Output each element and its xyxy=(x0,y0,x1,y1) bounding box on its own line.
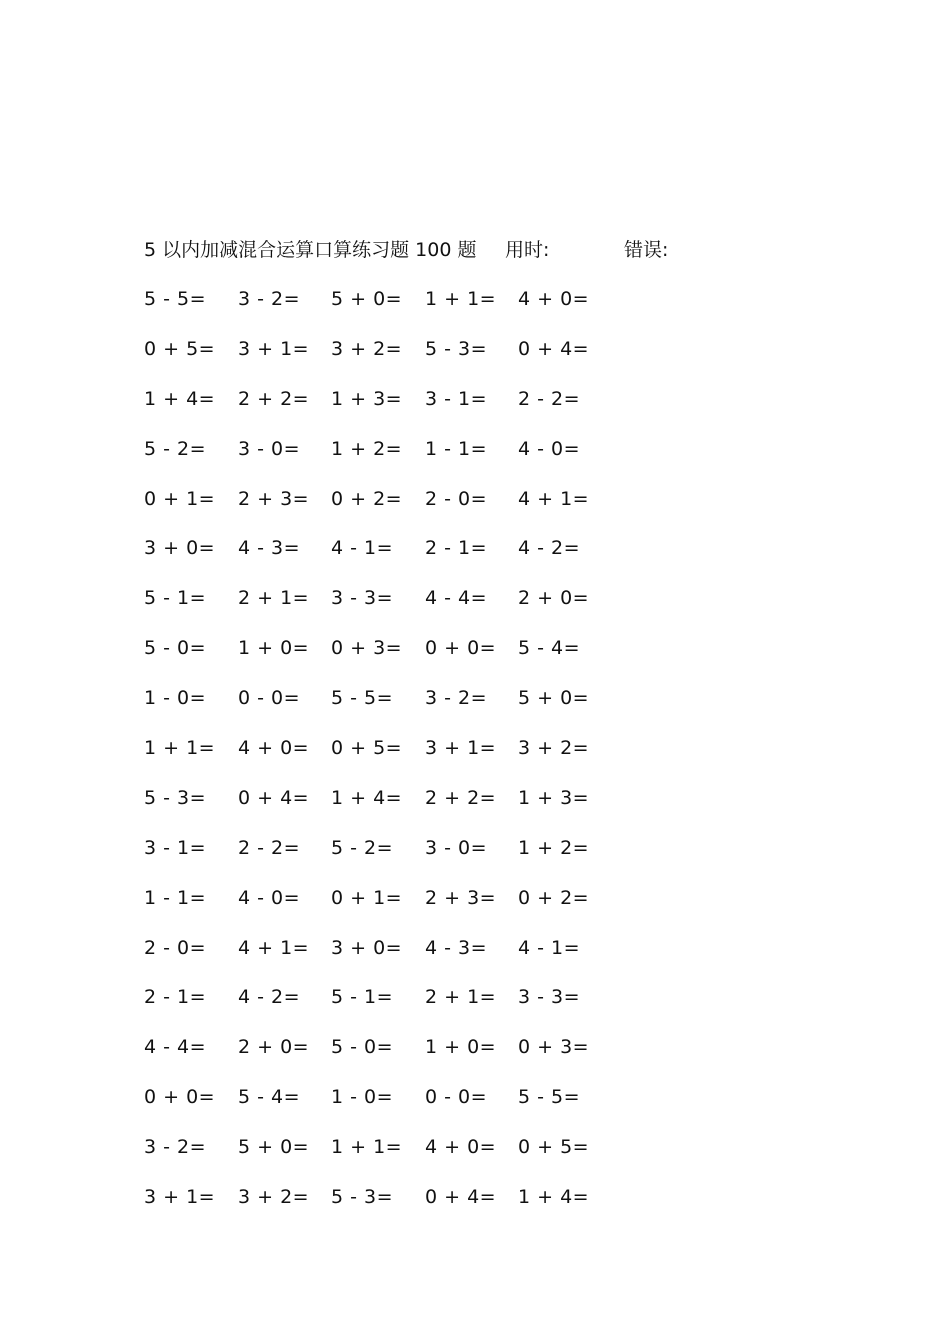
worksheet-title: 5 以内加减混合运算口算练习题 100 题 xyxy=(144,239,477,261)
math-problem: 0 + 1= xyxy=(144,487,216,510)
math-problem: 4 - 2= xyxy=(238,986,301,1009)
math-problem: 0 + 2= xyxy=(518,886,590,909)
math-problem: 4 - 2= xyxy=(518,537,581,560)
math-problem: 0 + 5= xyxy=(144,337,216,360)
math-problem: 4 - 4= xyxy=(425,587,488,610)
math-problem: 1 + 2= xyxy=(518,836,590,859)
math-problem: 4 - 3= xyxy=(425,936,488,959)
math-problem: 3 + 2= xyxy=(331,337,403,360)
math-problem: 0 - 0= xyxy=(238,687,301,710)
math-problem: 0 + 1= xyxy=(331,886,403,909)
math-problem: 0 + 4= xyxy=(518,337,590,360)
math-problem: 3 - 0= xyxy=(425,836,488,859)
time-used-label: 用时: xyxy=(505,239,550,261)
problem-row xyxy=(144,634,664,684)
problem-row xyxy=(144,734,664,784)
math-problem: 0 + 4= xyxy=(425,1186,497,1209)
math-problem: 4 - 1= xyxy=(518,936,581,959)
math-problem: 5 + 0= xyxy=(238,1136,310,1159)
problem-row xyxy=(144,983,664,1033)
math-problem: 0 + 4= xyxy=(238,786,310,809)
math-problem: 5 - 2= xyxy=(144,437,207,460)
math-problem: 0 + 0= xyxy=(425,637,497,660)
problem-grid xyxy=(144,285,664,1233)
problem-row xyxy=(144,534,664,584)
math-problem: 3 + 0= xyxy=(331,936,403,959)
math-problem: 1 + 1= xyxy=(331,1136,403,1159)
math-problem: 1 - 0= xyxy=(331,1086,394,1109)
math-problem: 4 + 1= xyxy=(518,487,590,510)
problem-row xyxy=(144,385,664,435)
math-problem: 4 + 0= xyxy=(425,1136,497,1159)
math-problem: 2 + 1= xyxy=(425,986,497,1009)
math-problem: 1 + 0= xyxy=(425,1036,497,1059)
math-problem: 1 + 4= xyxy=(518,1186,590,1209)
math-problem: 3 - 2= xyxy=(425,687,488,710)
math-problem: 3 + 1= xyxy=(425,737,497,760)
math-problem: 3 - 3= xyxy=(331,587,394,610)
problem-row xyxy=(144,684,664,734)
errors-label: 错误: xyxy=(624,239,669,261)
math-problem: 3 + 2= xyxy=(238,1186,310,1209)
math-problem: 1 + 0= xyxy=(238,637,310,660)
math-problem: 2 - 1= xyxy=(425,537,488,560)
worksheet-header xyxy=(144,236,844,264)
math-problem: 4 + 1= xyxy=(238,936,310,959)
math-problem: 5 - 4= xyxy=(518,637,581,660)
math-problem: 0 + 5= xyxy=(331,737,403,760)
math-problem: 5 - 5= xyxy=(331,687,394,710)
math-problem: 5 - 2= xyxy=(331,836,394,859)
math-problem: 0 + 3= xyxy=(331,637,403,660)
math-problem: 5 + 0= xyxy=(518,687,590,710)
math-problem: 5 - 3= xyxy=(144,786,207,809)
problem-row xyxy=(144,784,664,834)
math-problem: 2 - 2= xyxy=(238,836,301,859)
math-problem: 2 + 3= xyxy=(238,487,310,510)
math-problem: 1 - 1= xyxy=(144,886,207,909)
problem-row xyxy=(144,1033,664,1083)
math-problem: 0 + 5= xyxy=(518,1136,590,1159)
math-problem: 3 - 0= xyxy=(238,437,301,460)
math-problem: 2 - 0= xyxy=(425,487,488,510)
math-problem: 4 - 0= xyxy=(518,437,581,460)
math-problem: 4 - 1= xyxy=(331,537,394,560)
math-problem: 3 + 1= xyxy=(144,1186,216,1209)
problem-row xyxy=(144,435,664,485)
math-problem: 0 + 3= xyxy=(518,1036,590,1059)
math-problem: 3 + 0= xyxy=(144,537,216,560)
math-problem: 5 + 0= xyxy=(331,288,403,310)
problem-row xyxy=(144,834,664,884)
math-problem: 3 - 2= xyxy=(238,288,301,310)
math-problem: 4 - 0= xyxy=(238,886,301,909)
math-problem: 4 + 0= xyxy=(238,737,310,760)
math-problem: 5 - 0= xyxy=(144,637,207,660)
problem-row xyxy=(144,1183,664,1233)
math-problem: 3 + 2= xyxy=(518,737,590,760)
math-problem: 1 - 0= xyxy=(144,687,207,710)
math-problem: 5 - 0= xyxy=(331,1036,394,1059)
math-problem: 5 - 5= xyxy=(144,288,207,310)
problem-row xyxy=(144,1133,664,1183)
math-problem: 1 + 4= xyxy=(331,786,403,809)
math-problem: 5 - 5= xyxy=(518,1086,581,1109)
math-problem: 1 + 3= xyxy=(518,786,590,809)
math-problem: 5 - 4= xyxy=(238,1086,301,1109)
problem-row xyxy=(144,884,664,934)
math-problem: 5 - 1= xyxy=(144,587,207,610)
math-problem: 3 - 3= xyxy=(518,986,581,1009)
problem-row xyxy=(144,1083,664,1133)
math-problem: 3 - 2= xyxy=(144,1136,207,1159)
problem-row xyxy=(144,285,664,335)
problem-row xyxy=(144,485,664,535)
math-problem: 3 + 1= xyxy=(238,337,310,360)
problem-row xyxy=(144,934,664,984)
math-problem: 1 + 2= xyxy=(331,437,403,460)
math-problem: 5 - 3= xyxy=(331,1186,394,1209)
problem-row xyxy=(144,335,664,385)
math-problem: 1 + 3= xyxy=(331,387,403,410)
math-problem: 3 - 1= xyxy=(425,387,488,410)
math-problem: 2 - 1= xyxy=(144,986,207,1009)
problem-row xyxy=(144,584,664,634)
math-problem: 0 - 0= xyxy=(425,1086,488,1109)
math-problem: 1 + 4= xyxy=(144,387,216,410)
math-problem: 3 - 1= xyxy=(144,836,207,859)
math-problem: 4 + 0= xyxy=(518,288,590,310)
math-problem: 4 - 3= xyxy=(238,537,301,560)
math-problem: 2 + 1= xyxy=(238,587,310,610)
math-problem: 5 - 3= xyxy=(425,337,488,360)
math-problem: 2 + 2= xyxy=(425,786,497,809)
math-problem: 2 - 2= xyxy=(518,387,581,410)
math-problem: 1 - 1= xyxy=(425,437,488,460)
math-problem: 2 + 0= xyxy=(238,1036,310,1059)
math-problem: 2 + 0= xyxy=(518,587,590,610)
math-problem: 1 + 1= xyxy=(425,288,497,310)
math-problem: 5 - 1= xyxy=(331,986,394,1009)
math-problem: 2 - 0= xyxy=(144,936,207,959)
math-problem: 0 + 0= xyxy=(144,1086,216,1109)
math-problem: 4 - 4= xyxy=(144,1036,207,1059)
math-problem: 1 + 1= xyxy=(144,737,216,760)
math-problem: 2 + 3= xyxy=(425,886,497,909)
math-problem: 2 + 2= xyxy=(238,387,310,410)
math-problem: 0 + 2= xyxy=(331,487,403,510)
